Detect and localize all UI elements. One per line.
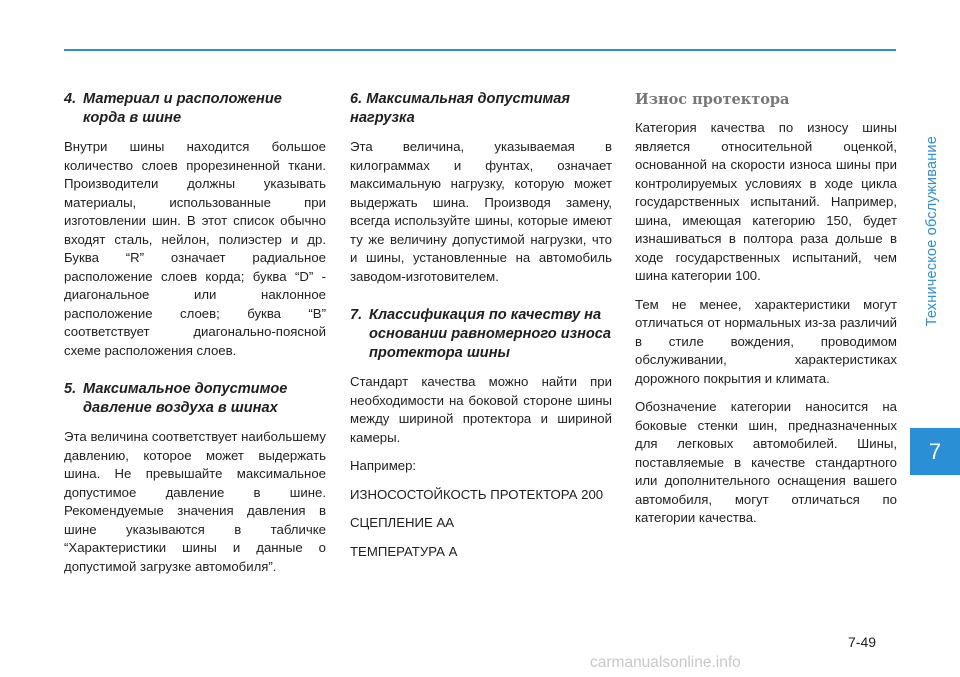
section-6-body: Эта величина, указываемая в килограммах и фунтах, означает максимальную нагрузку, которую может выдержать шина. Производя замену, всегда используйте шины, которые имеют ту же величину допустимой нагрузки, что и шины, установленные на автомобиль заводом-изготовителем. — [350, 139, 612, 284]
column-middle — [350, 90, 612, 571]
page-number: 7-49 — [848, 634, 877, 650]
section-5-title: Максимальное допустимое давление воздуха в шинах — [83, 381, 288, 416]
treadwear-paragraph-2: Тем не менее, характеристики могут отличаться от нормальных из-за различий в стиле вождения, проводимом обслуживании, характеристиках дорожного покрытия и климата. — [635, 296, 897, 386]
example-line-temperature: ТЕМПЕРАТУРА А — [350, 543, 458, 559]
header-rule — [64, 49, 896, 51]
section-4-body: Внутри шины находится большое количество слоев прорезиненной ткани. Производители должны указывать материалы, использованные при изготовлении шин. В этот список обычно входят сталь, нейлон, полиэстер и др. Буква “R” означает радиальное расположение слоев корда; буква “D” - диагональное или наклонное расположение слоев; буква “B” соответствует диагонально-поясной схеме расположения слоев. — [64, 139, 326, 358]
chapter-side-label — [910, 51, 954, 411]
section-4-number: 4. — [64, 91, 77, 107]
column-left — [64, 90, 326, 586]
section-6-heading: 6. Максимальная допустимая нагрузка — [350, 91, 570, 126]
treadwear-paragraph-3: Обозначение категории наносится на боковые стенки шин, предназначенных для легковых автомобилей. Шины, поставляемые в качестве стандартного или дополнительного оснащения вашего автомобиля, могут отличаться по категории качества. — [635, 399, 897, 525]
section-7-heading — [350, 306, 612, 363]
example-line-traction: СЦЕПЛЕНИЕ АА — [350, 515, 455, 530]
treadwear-paragraph-1: Категория качества по износу шины является относительной оценкой, основанной на скорости износа шины при контролируемых условиях в ходе цикла государственных испытаний. Например, шина, имеющая категорию 150, будет изнашиваться в полтора раза дольше в ходе государственных испытаний, чем шина категории 100. — [635, 120, 897, 283]
chapter-number-badge: 7 — [910, 428, 960, 475]
column-right — [635, 90, 897, 538]
watermark: carmanualsonline.info — [590, 654, 741, 671]
example-label: Например: — [350, 458, 417, 473]
section-7-body: Стандарт качества можно найти при необходимости на боковой стороне шины между шириной протектора и шириной камеры. — [350, 374, 612, 445]
section-5-heading — [64, 380, 326, 418]
section-4-heading — [64, 90, 326, 128]
section-7-title: Классификация по качеству на основании равномерного износа протектора шины — [369, 307, 612, 361]
section-4-title: Материал и расположение корда в шине — [83, 91, 282, 126]
chapter-side-label-text: Техническое обслуживание — [924, 135, 940, 327]
section-7-number: 7. — [350, 307, 363, 323]
treadwear-heading: Износ протектора — [635, 91, 790, 108]
example-line-treadwear: ИЗНОСОСТОЙКОСТЬ ПРОТЕКТОРА 200 — [350, 486, 604, 502]
section-5-body: Эта величина соответствует наибольшему давлению, которое может выдержать шина. Не превышайте максимальное допустимое давление в шине. Рекомендуемые значения давления в шине указываются в табличке “Характеристики шины и данные о допустимой загрузке автомобиля”. — [64, 429, 326, 574]
section-5-number: 5. — [64, 381, 77, 397]
